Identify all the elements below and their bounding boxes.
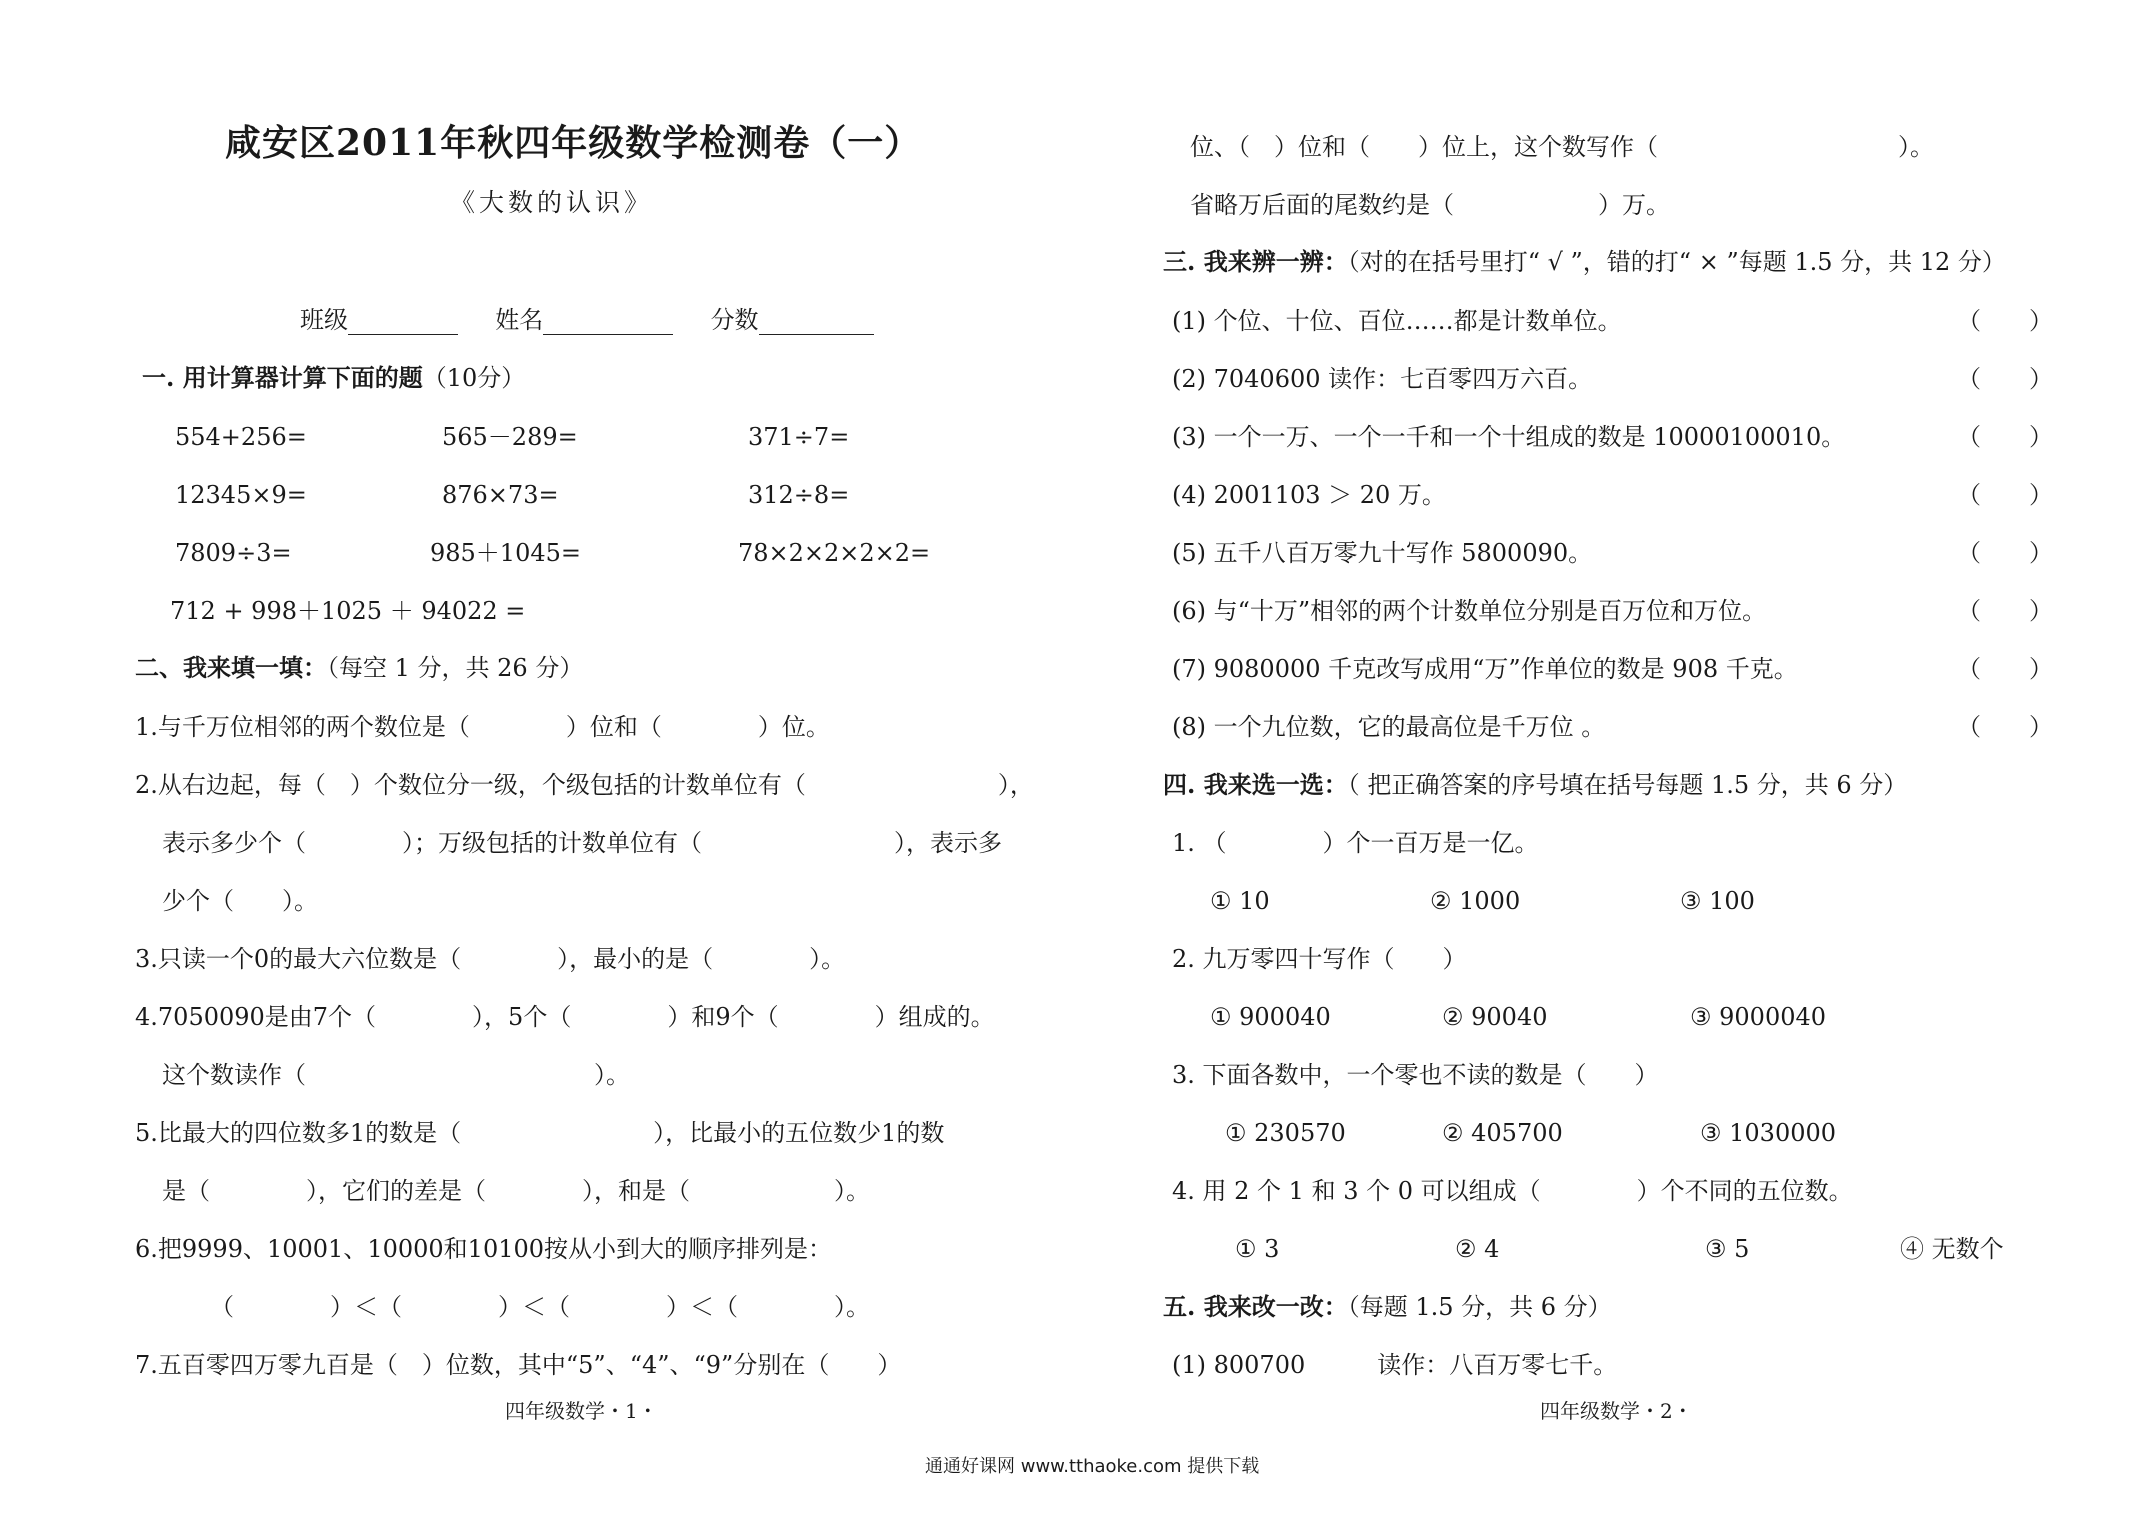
- calc-item: 7809÷3=: [175, 539, 292, 567]
- choice-option[interactable]: ③ 100: [1680, 887, 1755, 915]
- fill-line: 是（ ），它们的差是（ ），和是（ ）。: [162, 1177, 870, 1205]
- correct-item: (1) 800700 读作：八百万零七千。: [1172, 1351, 1618, 1379]
- judge-item: (3) 一个一万、一个一千和一个十组成的数是 10000100010。: [1172, 423, 1846, 451]
- name-field[interactable]: [543, 312, 673, 335]
- calc-item: 371÷7=: [748, 423, 850, 451]
- section-4-heading: 四. 我来选一选：（ 把正确答案的序号填在括号每题 1.5 分，共 6 分）: [1163, 770, 1908, 799]
- calc-item: 565－289=: [442, 423, 578, 451]
- fill-line: 少个（ ）。: [162, 887, 318, 915]
- section-1-heading: 一. 用计算器计算下面的题（10分）: [142, 363, 526, 392]
- choice-option[interactable]: ④ 无数个: [1900, 1235, 2004, 1263]
- judge-item: (2) 7040600 读作：七百零四万六百。: [1172, 365, 1593, 393]
- judge-item: (8) 一个九位数，它的最高位是千万位 。: [1172, 713, 1606, 741]
- answer-paren[interactable]: （ ）: [1957, 539, 2053, 567]
- answer-paren[interactable]: （ ）: [1957, 481, 2053, 509]
- page-subtitle: 《大数的认识》: [450, 188, 654, 217]
- answer-paren[interactable]: （ ）: [1957, 655, 2053, 683]
- info-line: [300, 305, 874, 335]
- choice-option[interactable]: ② 90040: [1442, 1003, 1548, 1031]
- name-label: 姓名: [495, 306, 544, 334]
- choice-option[interactable]: ② 405700: [1442, 1119, 1563, 1147]
- choice-question: 2. 九万零四十写作（ ）: [1172, 945, 1467, 973]
- choice-option[interactable]: ② 4: [1455, 1235, 1500, 1263]
- fill-line: 5.比最大的四位数多1的数是（ ），比最小的五位数少1的数: [135, 1119, 945, 1147]
- section-3-heading: 三. 我来辨一辨：（对的在括号里打“ √ ”，错的打“ × ”每题 1.5 分，共 12 分）: [1163, 247, 2006, 276]
- choice-option[interactable]: ① 3: [1235, 1235, 1280, 1263]
- fill-line: 7.五百零四万零九百是（ ）位数，其中“5”、“4”、“9”分别在（ ）: [135, 1351, 902, 1379]
- calc-item: 712 + 998＋1025 ＋ 94022 =: [170, 597, 526, 625]
- choice-question: 1. （ ）个一百万是一亿。: [1172, 829, 1539, 857]
- page-title: 咸安区2011年秋四年级数学检测卷（一）: [225, 122, 922, 164]
- choice-question: 4. 用 2 个 1 和 3 个 0 可以组成（ ）个不同的五位数。: [1172, 1177, 1853, 1205]
- fill-line: 3.只读一个0的最大六位数是（ ），最小的是（ ）。: [135, 945, 846, 973]
- choice-option[interactable]: ③ 9000040: [1690, 1003, 1827, 1031]
- judge-item: (7) 9080000 千克改写成用“万”作单位的数是 908 千克。: [1172, 655, 1798, 683]
- score-field[interactable]: [759, 312, 874, 335]
- choice-option[interactable]: ① 10: [1210, 887, 1270, 915]
- section-2-heading: 二、我来填一填：（每空 1 分，共 26 分）: [135, 653, 584, 682]
- calc-item: 554+256=: [175, 423, 307, 451]
- choice-option[interactable]: ① 900040: [1210, 1003, 1331, 1031]
- judge-item: (5) 五千八百万零九十写作 5800090。: [1172, 539, 1593, 567]
- fill-line: 6.把9999、10001、10000和10100按从小到大的顺序排列是：: [135, 1235, 833, 1263]
- choice-question: 3. 下面各数中，一个零也不读的数是（ ）: [1172, 1061, 1659, 1089]
- answer-paren[interactable]: （ ）: [1957, 597, 2053, 625]
- calc-item: 78×2×2×2×2=: [738, 539, 931, 567]
- fill-line: （ ）＜（ ）＜（ ）＜（ ）。: [210, 1293, 870, 1321]
- judge-item: (1) 个位、十位、百位……都是计数单位。: [1172, 307, 1622, 335]
- fill-line: 省略万后面的尾数约是（ ）万。: [1190, 191, 1670, 219]
- page-number-left: 四年级数学・1・: [505, 1399, 658, 1423]
- class-field[interactable]: [348, 312, 458, 335]
- calc-item: 876×73=: [442, 481, 559, 509]
- answer-paren[interactable]: （ ）: [1957, 423, 2053, 451]
- fill-line: 1.与千万位相邻的两个数位是（ ）位和（ ）位。: [135, 713, 830, 741]
- choice-option[interactable]: ② 1000: [1430, 887, 1521, 915]
- calc-item: 12345×9=: [175, 481, 307, 509]
- source-credit: 通通好课网 www.tthaoke.com 提供下载: [925, 1456, 1260, 1477]
- fill-line: 这个数读作（ ）。: [162, 1061, 630, 1089]
- score-label: 分数: [710, 306, 759, 334]
- judge-item: (4) 2001103 ＞ 20 万。: [1172, 481, 1446, 509]
- answer-paren[interactable]: （ ）: [1957, 307, 2053, 335]
- page-number-right: 四年级数学・2・: [1540, 1399, 1693, 1423]
- section-5-heading: 五. 我来改一改：（每题 1.5 分，共 6 分）: [1163, 1292, 1612, 1321]
- answer-paren[interactable]: （ ）: [1957, 713, 2053, 741]
- choice-option[interactable]: ③ 5: [1705, 1235, 1750, 1263]
- judge-item: (6) 与“十万”相邻的两个计数单位分别是百万位和万位。: [1172, 597, 1767, 625]
- choice-option[interactable]: ③ 1030000: [1700, 1119, 1837, 1147]
- fill-line: 4.7050090是由7个（ ），5个（ ）和9个（ ）组成的。: [135, 1003, 995, 1031]
- fill-line: 表示多少个（ ）；万级包括的计数单位有（ ），表示多: [162, 829, 1002, 857]
- class-label: 班级: [300, 306, 348, 334]
- calc-item: 985＋1045=: [430, 539, 581, 567]
- calc-item: 312÷8=: [748, 481, 850, 509]
- answer-paren[interactable]: （ ）: [1957, 365, 2053, 393]
- fill-line: 2.从右边起，每（ ）个数位分一级，个级包括的计数单位有（ ），: [135, 771, 1034, 799]
- choice-option[interactable]: ① 230570: [1225, 1119, 1346, 1147]
- fill-line: 位、（ ）位和（ ）位上，这个数写作（ ）。: [1190, 133, 1934, 161]
